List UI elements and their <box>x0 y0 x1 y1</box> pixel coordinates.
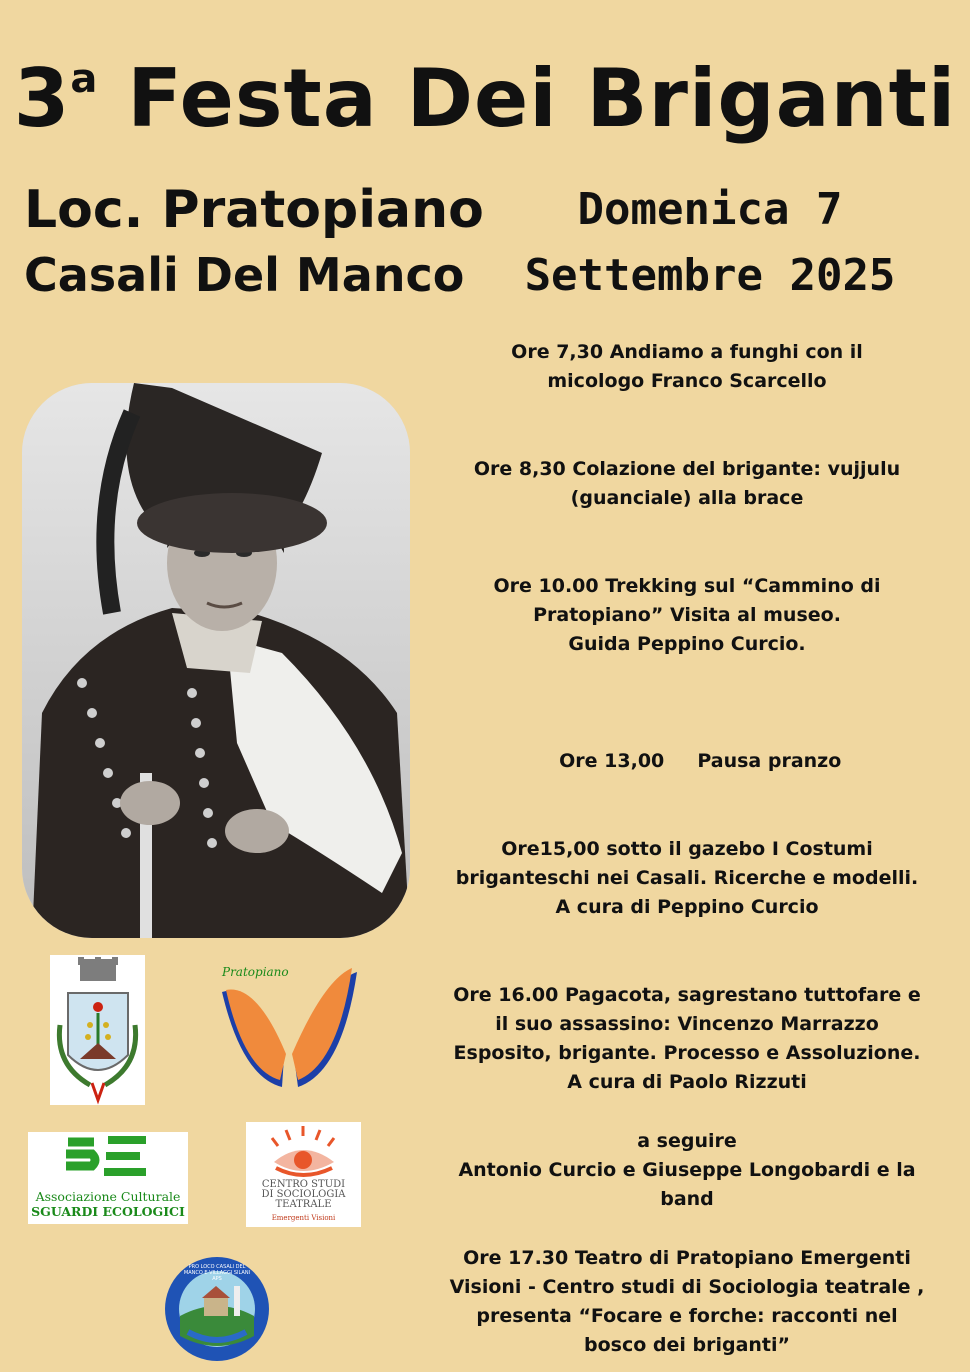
date-line1: Domenica 7 <box>577 184 843 235</box>
pratopiano-logo <box>212 962 367 1097</box>
sguardi-ecologici-logo <box>28 1132 188 1224</box>
butterfly-logo-icon <box>212 962 367 1097</box>
assoc-line2: SGUARDI ECOLOGICI <box>31 1204 185 1219</box>
centro-line1: CENTRO STUDI <box>261 1179 346 1190</box>
eye-logo-icon <box>246 1122 361 1180</box>
brigand-portrait <box>22 383 410 938</box>
date-line2: Settembre 2025 <box>524 250 896 301</box>
se-logo-icon <box>28 1132 188 1192</box>
page-title <box>0 52 970 145</box>
event-item: Ore 7,30 Andiamo a funghi con il micologo Franco Scarcello <box>511 341 863 392</box>
centro-studi-logo <box>246 1122 361 1227</box>
title-superscript: a <box>70 56 99 102</box>
portrait-illustration <box>22 383 410 938</box>
event-schedule <box>428 338 946 1360</box>
proloco-text: PRO LOCO CASALI DEL MANCO E VILLAGGI SILANI APS <box>183 1264 251 1282</box>
coat-of-arms-logo <box>50 955 145 1105</box>
event-item: Ore15,00 sotto il gazebo I Costumi briganteschi nei Casali. Ricerche e modelli. A cura di Peppino Curcio <box>455 838 919 918</box>
centro-line4: Emergenti Visioni <box>271 1214 336 1222</box>
assoc-line1: Associazione Culturale <box>35 1189 181 1204</box>
proloco-logo <box>164 1256 270 1362</box>
centro-line2: DI SOCIOLOGIA <box>261 1189 346 1200</box>
event-item: Ore 16.00 Pagacota, sagrestano tuttofare e il suo assassino: Vincenzo Marrazzo Esposito, brigante. Processo e Assoluzione. A cura di Paolo Rizzuti <box>453 984 921 1093</box>
location-line2: Casali Del Manco <box>24 248 465 302</box>
pratopiano-label: Pratopiano <box>222 965 289 979</box>
event-item: Ore 8,30 Colazione del brigante: vujjulu (guanciale) alla brace <box>473 458 901 509</box>
location-line1: Loc. Pratopiano <box>24 180 484 240</box>
coat-of-arms-icon <box>50 955 145 1105</box>
centro-line3: TEATRALE <box>275 1199 332 1210</box>
event-item: Ore 17.30 Teatro di Pratopiano Emergenti Visioni - Centro studi di Sociologia teatrale , presenta “Focare e forche: racconti nel bosco dei briganti” <box>449 1247 925 1356</box>
event-item: Ore 10.00 Trekking sul “Cammino di Pratopiano” Visita al museo. Guida Peppino Curcio. <box>493 575 881 655</box>
title-text: Festa Dei Briganti <box>127 52 957 145</box>
event-item: a seguire Antonio Curcio e Giuseppe Longobardi e la band <box>458 1130 916 1210</box>
title-number: 3 <box>13 52 71 145</box>
event-item: Ore 13,00 Pausa pranzo <box>559 750 842 772</box>
